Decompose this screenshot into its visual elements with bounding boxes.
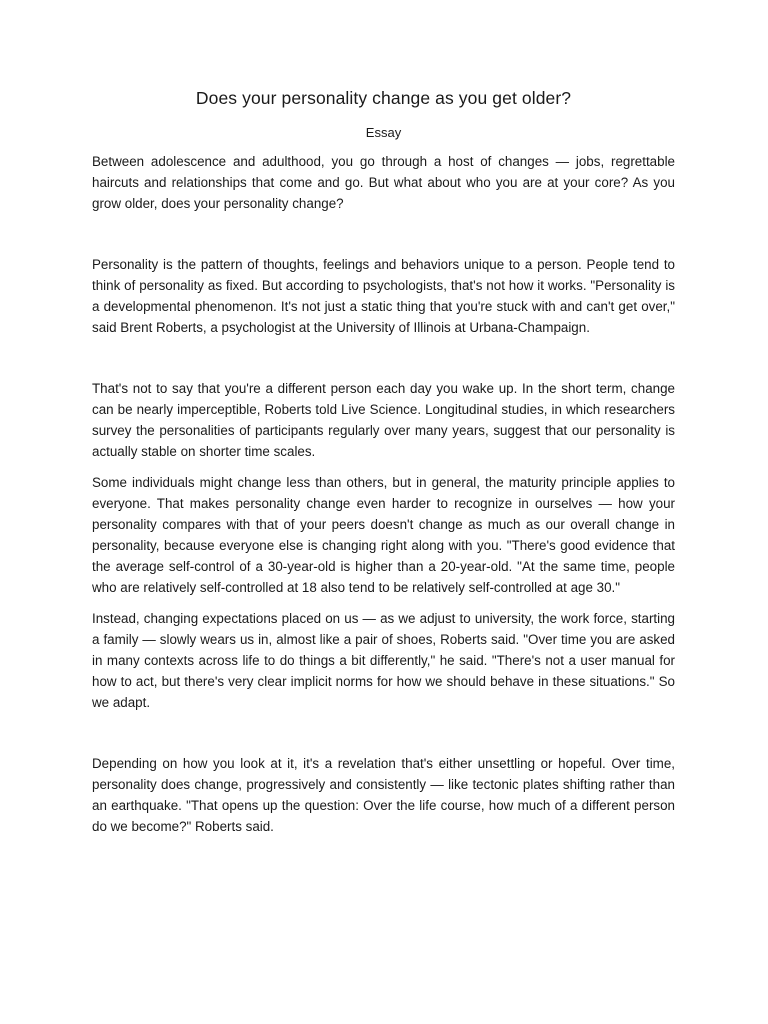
- document-title: Does your personality change as you get older?: [195, 88, 572, 108]
- document-subtitle: Essay: [365, 125, 402, 140]
- paragraph: That's not to say that you're a different person each day you wake up. In the short term, change can be nearly imperceptible, Roberts told Live Science. Longitudinal studies, in which researchers survey the personalities of participants regularly over many years, suggest that our personality is actually stable on shorter time scales.: [92, 381, 675, 459]
- paragraph: Some individuals might change less than others, but in general, the maturity principle applies to everyone. That makes personality change even harder to recognize in ourselves — how your personality compares with that of your peers doesn't change as much as our overall change in personality, because everyone else is changing right along with you. "There's good evidence that the average self-control of a 30-year-old is higher than a 20-year-old. "At the same time, people who are relatively self-controlled at 18 also tend to be relatively self-controlled at age 30.": [92, 475, 675, 595]
- paragraph: Instead, changing expectations placed on us — as we adjust to university, the work force, starting a family — slowly wears us in, almost like a pair of shoes, Roberts said. "Over time you are asked in many contexts across life to do things a bit differently," he said. "There's not a user manual for how to act, but there's very clear implicit norms for how we should behave in these situations." So we adapt.: [92, 611, 675, 710]
- paragraph: Personality is the pattern of thoughts, feelings and behaviors unique to a person. People tend to think of personality as fixed. But according to psychologists, that's not how it works. "Personality is a developmental phenomenon. It's not just a static thing that you're stuck with and can't get over," said Brent Roberts, a psychologist at the University of Illinois at Urbana-Champaign.: [92, 257, 675, 335]
- paragraph: Between adolescence and adulthood, you go through a host of changes — jobs, regrettable haircuts and relationships that come and go. But what about who you are at your core? As you grow older, does your personality change?: [92, 154, 675, 211]
- paragraph: Depending on how you look at it, it's a revelation that's either unsettling or hopeful. Over time, personality does change, progressively and consistently — like tectonic plates shifting rather than an earthquake. "That opens up the question: Over the life course, how much of a different person do we become?" Roberts said.: [92, 756, 675, 834]
